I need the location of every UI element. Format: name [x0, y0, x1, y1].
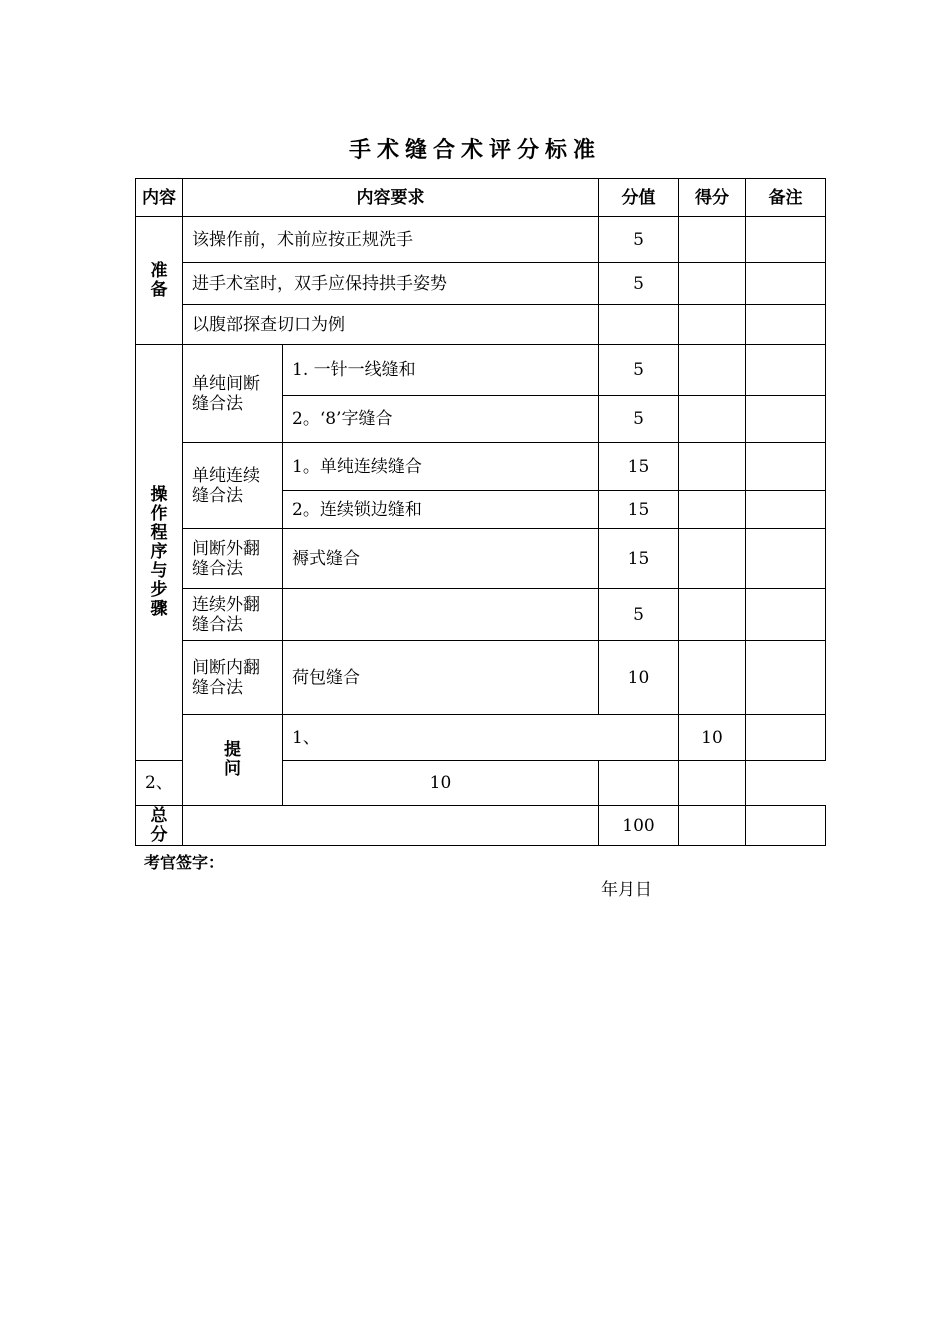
table-row — [136, 305, 826, 345]
table-row — [136, 715, 826, 761]
score-cell — [679, 396, 746, 443]
score-cell — [679, 305, 746, 345]
date-label: 年月日 — [601, 880, 652, 900]
remarks-cell — [746, 529, 826, 589]
requirement-cell: 2、 — [136, 761, 283, 806]
remarks-cell — [746, 217, 826, 263]
score-cell — [679, 443, 746, 491]
score-cell — [599, 761, 679, 806]
table-row — [136, 529, 826, 589]
points-cell: 15 — [599, 529, 679, 589]
table-row — [136, 263, 826, 305]
points-cell — [599, 305, 679, 345]
table-row — [136, 345, 826, 396]
table-row — [136, 589, 826, 641]
requirement-cell: 1. 一针一线缝和 — [283, 345, 599, 396]
requirement-cell: 1、 — [283, 715, 679, 761]
table-row — [136, 217, 826, 263]
total-row — [136, 806, 826, 846]
score-cell — [679, 217, 746, 263]
remarks-cell — [746, 589, 826, 641]
requirement-cell: 1。单纯连续缝合 — [283, 443, 599, 491]
requirement-cell: 2。‘8’字缝合 — [283, 396, 599, 443]
remarks-cell — [746, 305, 826, 345]
header-row — [136, 179, 826, 217]
header-requirements: 内容要求 — [183, 179, 599, 217]
points-cell: 5 — [599, 263, 679, 305]
remarks-cell — [746, 396, 826, 443]
method-name: 间断内翻缝合法 — [183, 641, 283, 715]
requirement-cell — [183, 806, 599, 846]
score-cell — [679, 806, 746, 846]
remarks-cell — [746, 443, 826, 491]
remarks-cell — [746, 641, 826, 715]
header-content: 内容 — [136, 179, 183, 217]
points-cell: 5 — [599, 589, 679, 641]
scoring-table — [135, 178, 826, 846]
method-name: 连续外翻缝合法 — [183, 589, 283, 641]
requirement-cell — [283, 589, 599, 641]
points-cell: 5 — [599, 217, 679, 263]
points-cell: 10 — [599, 641, 679, 715]
method-name: 单纯间断缝合法 — [183, 345, 283, 443]
requirement-cell: 2。连续锁边缝和 — [283, 491, 599, 529]
total-points: 100 — [599, 806, 679, 846]
points-cell: 5 — [599, 345, 679, 396]
score-cell — [679, 589, 746, 641]
table-row — [136, 641, 826, 715]
table-row — [136, 443, 826, 491]
header-points: 分值 — [599, 179, 679, 217]
section-prep-label: 准备 — [136, 217, 183, 345]
section-questions-label: 提问 — [183, 715, 283, 806]
points-cell: 15 — [599, 491, 679, 529]
header-remarks: 备注 — [746, 179, 826, 217]
requirement-cell: 荷包缝合 — [283, 641, 599, 715]
requirement-cell: 该操作前，术前应按正规洗手 — [183, 217, 599, 263]
points-cell: 10 — [679, 715, 746, 761]
score-cell — [746, 715, 826, 761]
section-ops-label: 操作程序与步骤 — [136, 345, 183, 761]
remarks-cell — [746, 345, 826, 396]
section-total-label: 总分 — [136, 806, 183, 846]
remarks-cell — [746, 491, 826, 529]
score-cell — [679, 529, 746, 589]
score-cell — [679, 491, 746, 529]
score-cell — [679, 263, 746, 305]
score-cell — [679, 641, 746, 715]
requirement-cell: 进手术室时，双手应保持拱手姿势 — [183, 263, 599, 305]
page-title: 手术缝合术评分标准 — [348, 138, 601, 163]
requirement-cell: 褥式缝合 — [283, 529, 599, 589]
requirement-cell: 以腹部探查切口为例 — [183, 305, 599, 345]
header-score: 得分 — [679, 179, 746, 217]
method-name: 间断外翻缝合法 — [183, 529, 283, 589]
points-cell: 10 — [283, 761, 599, 806]
examiner-signature-label: 考官签字： — [144, 853, 225, 872]
points-cell: 5 — [599, 396, 679, 443]
score-cell — [679, 345, 746, 396]
remarks-cell — [679, 761, 746, 806]
points-cell: 15 — [599, 443, 679, 491]
remarks-cell — [746, 806, 826, 846]
method-name: 单纯连续缝合法 — [183, 443, 283, 529]
remarks-cell — [746, 263, 826, 305]
